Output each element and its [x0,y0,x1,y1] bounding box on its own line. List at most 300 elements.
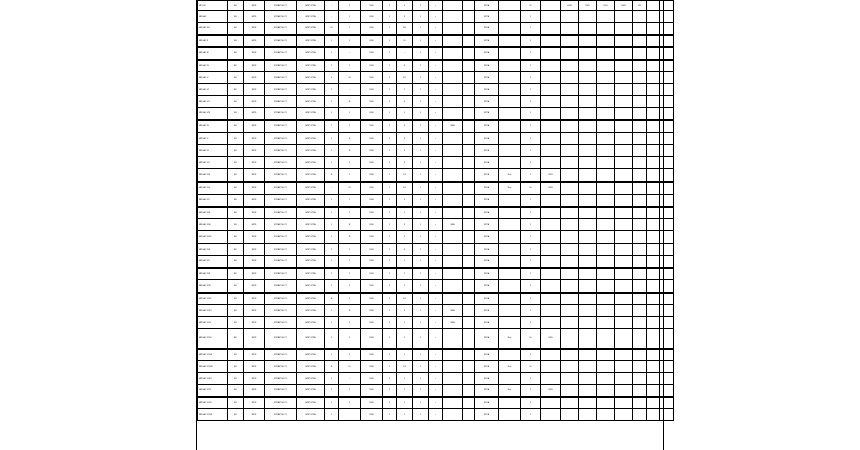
table-cell [443,361,463,373]
table-cell: STPA [475,157,499,169]
table-cell [615,145,633,157]
table-cell [633,169,647,182]
table-cell: 1 [383,120,397,133]
table-cell [561,361,579,373]
table-cell: 1 [383,133,397,145]
table-cell: 5/9/5 [541,169,561,182]
table-cell [633,361,647,373]
table-cell [633,182,647,195]
table-cell: 1 [397,397,413,409]
table-cell [597,280,615,293]
table-cell [660,280,674,293]
table-cell [633,409,647,421]
table-cell: 1 [413,268,429,280]
table-cell [443,72,463,84]
table-cell: 1 [521,268,541,280]
table-cell [443,329,463,349]
table-cell: 1 [383,409,397,421]
table-cell [647,385,660,397]
table-row [198,373,674,385]
table-cell: MROAC XXI [198,268,228,280]
table-cell: 1 [397,329,413,349]
table-cell [660,268,674,280]
table-row [198,47,674,60]
table-cell [615,317,633,329]
table-cell: IMT8 [244,280,265,293]
table-cell [615,60,633,72]
table-cell: 1 [383,244,397,256]
table-cell: WSP STPA [297,268,325,280]
table-cell [541,207,561,219]
table-cell: 1 [397,373,413,385]
table-cell: IMT8 [244,47,265,60]
table-cell [443,195,463,207]
table-cell: WSP STPA [297,349,325,361]
table-cell [615,169,633,182]
table-cell [443,268,463,280]
table-cell [615,256,633,268]
table-cell: IMT8 [244,169,265,182]
table-cell [597,182,615,195]
table-cell [463,329,475,349]
table-cell [579,207,597,219]
table-cell [660,373,674,385]
table-cell: MROAC V [198,72,228,84]
table-cell: ED [228,84,244,96]
document-sheet [196,0,664,450]
table-cell: 1 [325,207,339,219]
table-cell: 1 [383,397,397,409]
table-cell [463,349,475,361]
table-cell: IMT8 [244,409,265,421]
table-cell: IMT8 [244,256,265,268]
table-cell [615,231,633,244]
table-cell: IMT8 [244,397,265,409]
table-cell [647,305,660,317]
table-cell [660,397,674,409]
table-row [198,145,674,157]
table-cell [597,317,615,329]
table-cell: • [429,373,443,385]
table-cell [615,280,633,293]
table-cell: STPA [475,47,499,60]
table-cell [561,268,579,280]
table-cell: • [429,145,443,157]
table-cell [579,397,597,409]
table-cell: • [429,23,443,35]
table-cell [633,11,647,23]
table-cell: 10 [521,329,541,349]
table-cell: 1 [413,35,429,47]
table-cell: 11 [339,231,361,244]
table-cell [597,11,615,23]
table-cell [463,23,475,35]
table-cell [443,280,463,293]
table-cell [463,72,475,84]
table-cell [597,157,615,169]
table-cell [561,72,579,84]
table-cell [647,373,660,385]
table-cell: STPA [475,35,499,47]
table-cell: 3 [397,60,413,72]
table-cell: 1 [397,409,413,421]
table-cell: IMT8 [244,145,265,157]
table-cell: 1 [325,305,339,317]
table-row [198,280,674,293]
table-cell [561,35,579,47]
table-cell: 1 [413,305,429,317]
table-cell [615,23,633,35]
table-cell: 1 [383,182,397,195]
table-cell [615,35,633,47]
table-cell: 1 [339,108,361,120]
table-cell [660,11,674,23]
table-cell [660,256,674,268]
table-cell: IMT8 [244,35,265,47]
table-cell: WSP STPA [297,256,325,268]
table-row [198,11,674,23]
table-cell: WSP STPA [297,182,325,195]
table-cell: 1 [397,280,413,293]
table-cell: 1 [413,361,429,373]
table-cell: 1 [397,349,413,361]
table-cell: STPA/POLICY [265,60,297,72]
table-cell: 1 [413,219,429,231]
table-cell [579,317,597,329]
table-cell: IMT8 [244,385,265,397]
table-cell [615,329,633,349]
table-row [198,72,674,84]
table-cell [541,409,561,421]
table-cell: 1 [521,373,541,385]
table-cell [579,35,597,47]
table-cell [660,96,674,108]
table-cell: MROAC XXVII [198,349,228,361]
table-cell: WSP STPA [297,385,325,397]
table-cell: STPA/POLICY [265,219,297,231]
table-cell: 1 [339,349,361,361]
table-cell [660,219,674,231]
table-cell [647,244,660,256]
table-cell: STPA [475,96,499,108]
table-cell [561,349,579,361]
table-cell: 1 [383,60,397,72]
table-cell: 5/9/6 [361,409,383,421]
table-cell [463,293,475,305]
table-cell: STPA/POLICY [265,35,297,47]
table-cell: 1 [339,293,361,305]
table-cell: 5/1/5 [597,1,615,11]
table-cell: – [339,373,361,385]
table-cell: ED [228,280,244,293]
table-cell: STPA [475,1,499,11]
table-cell [499,373,521,385]
table-cell [647,268,660,280]
table-cell: 1 [325,108,339,120]
table-cell [633,244,647,256]
table-cell: IMT8 [244,1,265,11]
table-cell: 5/9/6 [361,349,383,361]
table-cell: 5/9/6 [361,293,383,305]
table-cell: 1 [413,1,429,11]
table-cell: 1 [413,145,429,157]
table-cell [463,317,475,329]
table-cell: 3 [397,244,413,256]
table-cell: 1 [413,397,429,409]
table-cell [633,305,647,317]
table-cell [463,169,475,182]
table-cell: WSP STPA [297,280,325,293]
table-cell [647,317,660,329]
table-cell [633,145,647,157]
table-cell: STPA [475,349,499,361]
table-cell: • [429,329,443,349]
table-cell: – [325,11,339,23]
table-cell: 19 [325,23,339,35]
table-cell: 1 [413,231,429,244]
table-cell [443,145,463,157]
table-row [198,305,674,317]
table-cell: WSP STPA [297,60,325,72]
table-cell [647,35,660,47]
table-cell [597,361,615,373]
table-cell: STPA [475,293,499,305]
table-cell: 1 [521,385,541,397]
table-cell [633,293,647,305]
table-cell [499,133,521,145]
table-cell: WSP STPA [297,169,325,182]
table-cell: STPA [475,305,499,317]
table-cell [561,182,579,195]
table-cell: 11 [339,96,361,108]
table-cell [579,244,597,256]
table-cell [541,96,561,108]
table-cell [647,280,660,293]
table-cell: 5/9/6 [361,133,383,145]
table-cell: ED [228,195,244,207]
table-cell [443,244,463,256]
table-cell: IMT8 [244,84,265,96]
table-cell: MROAC XVI [198,207,228,219]
table-row [198,293,674,305]
table-cell: IMT8 [244,23,265,35]
table-cell: MROAC VII [198,96,228,108]
table-cell: IMT8 [244,317,265,329]
table-cell: STPA/POLICY [265,145,297,157]
table-cell [499,23,521,35]
table-cell: 4/5/8 [561,1,579,11]
table-cell [615,96,633,108]
table-cell: WSP STPA [297,397,325,409]
table-cell: 1 [521,96,541,108]
table-cell: 1 [413,182,429,195]
table-cell [633,317,647,329]
table-cell [579,72,597,84]
table-cell: WSP STPA [297,72,325,84]
table-cell: 11 [339,145,361,157]
table-cell [463,47,475,60]
table-cell [597,268,615,280]
table-cell [615,207,633,219]
table-cell: IMT8 [244,72,265,84]
table-cell: 5/9/6 [361,231,383,244]
table-cell: 1 [339,397,361,409]
table-cell: – [325,182,339,195]
table-cell [443,293,463,305]
table-cell [647,157,660,169]
table-cell: WSP STPA [297,23,325,35]
table-cell: 1 [325,256,339,268]
table-cell [647,47,660,60]
table-cell: • [429,157,443,169]
table-cell [660,23,674,35]
table-cell [541,349,561,361]
table-cell [660,349,674,361]
table-cell [579,23,597,35]
table-cell: STPA [475,23,499,35]
table-cell [597,108,615,120]
table-cell: 1 [339,11,361,23]
table-cell: 1 [325,219,339,231]
table-cell [541,157,561,169]
table-cell: 1 [383,207,397,219]
table-cell [561,293,579,305]
table-cell: WSP STPA [297,317,325,329]
table-cell [647,293,660,305]
table-cell: 1 [383,293,397,305]
table-cell: 1 [325,268,339,280]
table-cell [615,244,633,256]
table-cell [579,219,597,231]
table-cell: 1 [397,317,413,329]
table-cell: – [339,84,361,96]
table-cell: ED [228,207,244,219]
table-cell [579,268,597,280]
table-cell [443,169,463,182]
table-cell: 1 [339,244,361,256]
table-cell: STPA/POLICY [265,329,297,349]
table-cell [579,47,597,60]
table-cell: ED [228,23,244,35]
table-cell: STPA/POLICY [265,361,297,373]
table-cell [615,361,633,373]
table-cell [615,72,633,84]
table-cell [597,96,615,108]
table-cell [615,84,633,96]
table-cell: STPA/POLICY [265,47,297,60]
table-cell [633,329,647,349]
table-cell: ED [228,231,244,244]
table-cell [597,385,615,397]
table-cell: MROAC SS [198,23,228,35]
table-cell: MROAC III [198,47,228,60]
table-cell [660,108,674,120]
table-cell [499,47,521,60]
table-cell [660,409,674,421]
table-cell [579,133,597,145]
table-cell [443,231,463,244]
table-cell: 5/9/6 [361,72,383,84]
table-row [198,329,674,349]
table-cell: 1 [339,329,361,349]
table-cell: • [429,120,443,133]
table-cell: 1 [325,280,339,293]
table-cell: 1 [339,1,361,11]
table-cell: 1 [521,35,541,47]
table-cell: STPA/POLICY [265,256,297,268]
table-cell [463,268,475,280]
table-cell: 1 [413,349,429,361]
table-cell: 1 [325,60,339,72]
table-cell [561,397,579,409]
table-cell: IMT8 [244,268,265,280]
table-cell: MROAC XXXI [198,397,228,409]
table-cell: 16 [339,72,361,84]
table-cell [633,268,647,280]
table-cell: STPA/POLICY [265,207,297,219]
table-cell [597,219,615,231]
table-cell: 5/9/6 [361,35,383,47]
table-cell: • [429,349,443,361]
table-cell [633,207,647,219]
table-cell [541,120,561,133]
table-cell: STPA/POLICY [265,96,297,108]
table-cell: STPA/POLICY [265,280,297,293]
table-cell: STPA [475,207,499,219]
table-cell [561,317,579,329]
table-cell [597,244,615,256]
table-cell: IMT8 [244,182,265,195]
table-cell: 19 [339,361,361,373]
table-cell [499,349,521,361]
table-cell: 1 [339,195,361,207]
table-cell: • [429,409,443,421]
table-cell: 1 [413,23,429,35]
table-cell: • [429,84,443,96]
table-cell [633,157,647,169]
table-cell [660,329,674,349]
table-cell [647,256,660,268]
table-cell: STPA/POLICY [265,157,297,169]
table-cell [561,195,579,207]
table-cell: 3 [397,157,413,169]
table-cell: WSP STPA [297,133,325,145]
table-cell: SRA [443,317,463,329]
table-cell: STPA [475,182,499,195]
table-cell [660,317,674,329]
table-cell [647,182,660,195]
table-cell: 1/1 [397,169,413,182]
table-cell: 5/9/6 [361,244,383,256]
table-cell [615,182,633,195]
table-cell [541,361,561,373]
table-cell: IMT8 [244,305,265,317]
table-cell [597,195,615,207]
table-cell [615,133,633,145]
table-cell: 1 [383,256,397,268]
table-cell [660,361,674,373]
table-cell: 1 [383,72,397,84]
table-cell: 19 [339,182,361,195]
table-cell: ED [228,244,244,256]
table-cell [499,195,521,207]
table-cell [660,385,674,397]
table-cell: IMT8 [244,96,265,108]
table-cell: 1 [413,60,429,72]
table-cell: 5/9/5 [541,329,561,349]
table-cell: STPA/POLICY [265,349,297,361]
table-cell: 1 [339,60,361,72]
